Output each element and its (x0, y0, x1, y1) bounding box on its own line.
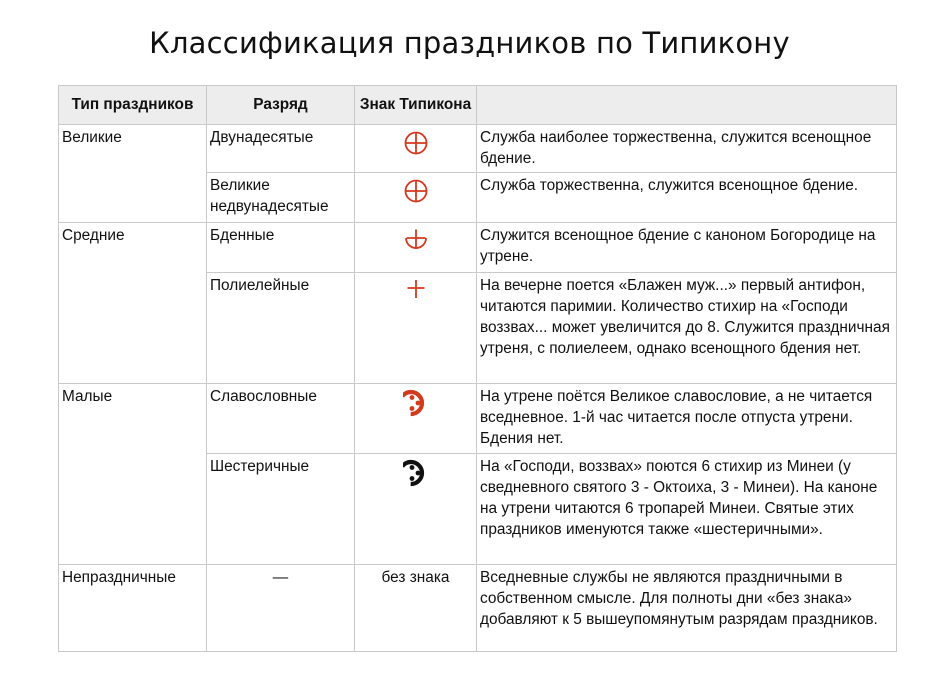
rank-cell: Славословные (207, 384, 355, 454)
description-cell: Служится всенощное бдение с каноном Богородице на утрене. (477, 223, 897, 273)
red-three-dots-semicircle-icon (403, 389, 429, 417)
header-rank: Разряд (207, 86, 355, 125)
rank-cell: Великие недвунадесятые (207, 173, 355, 223)
rank-cell: Полиелейные (207, 273, 355, 384)
table-row (59, 125, 897, 173)
sign-cell (355, 125, 477, 173)
description-cell: Вседневные службы не являются праздничными в собственном смысле. Для полноты дни «без знака» добавляют к 5 вышеупомянутым разрядам праздников. (477, 565, 897, 652)
table-header-row (59, 86, 897, 125)
black-three-dots-semicircle-icon (403, 459, 429, 487)
sign-cell (355, 454, 477, 565)
sign-cell: без знака (355, 565, 477, 652)
rank-cell: — (207, 565, 355, 652)
description-cell: На вечерне поется «Блажен муж...» первый антифон, читаются паримии. Количество стихир на «Господи воззвах... может увеличится до 8. Служится праздничная утреня, с полиелеем, однако всенощного бдения нет. (477, 273, 897, 384)
table-row (59, 565, 897, 652)
header-description (477, 86, 897, 125)
header-feast-type: Тип праздников (59, 86, 207, 125)
typikon-table (58, 85, 897, 652)
header-typikon-sign: Знак Типикона (355, 86, 477, 125)
group-great: Великие (59, 125, 207, 223)
red-cross-icon (405, 278, 427, 300)
group-nonfeast: Непраздничные (59, 565, 207, 652)
red-circled-cross-icon (403, 178, 429, 204)
description-cell: Служба наиболее торжественна, служится всенощное бдение. (477, 125, 897, 173)
description-cell: Служба торжественна, служится всенощное бдение. (477, 173, 897, 223)
sign-cell (355, 173, 477, 223)
rank-cell: Двунадесятые (207, 125, 355, 173)
red-half-circled-cross-icon (403, 228, 429, 252)
description-cell: На утрене поётся Великое славословие, а не читается вседневное. 1-й час читается после отпуста утрени. Бдения нет. (477, 384, 897, 454)
sign-cell (355, 273, 477, 384)
sign-cell (355, 223, 477, 273)
table-row (59, 384, 897, 454)
rank-cell: Шестеричные (207, 454, 355, 565)
rank-cell: Бденные (207, 223, 355, 273)
table-row (59, 223, 897, 273)
group-middle: Средние (59, 223, 207, 384)
page-title: Классификация праздников по Типикону (149, 26, 790, 60)
sign-cell (355, 384, 477, 454)
red-circled-cross-icon (403, 130, 429, 156)
group-small: Малые (59, 384, 207, 565)
description-cell: На «Господи, воззвах» поются 6 стихир из Минеи (у сведневного святого 3 - Октоиха, 3 - Минеи). На каноне на утрени читаются 6 тропарей Минеи. Святые этих праздников именуются также «шестеричными». (477, 454, 897, 565)
